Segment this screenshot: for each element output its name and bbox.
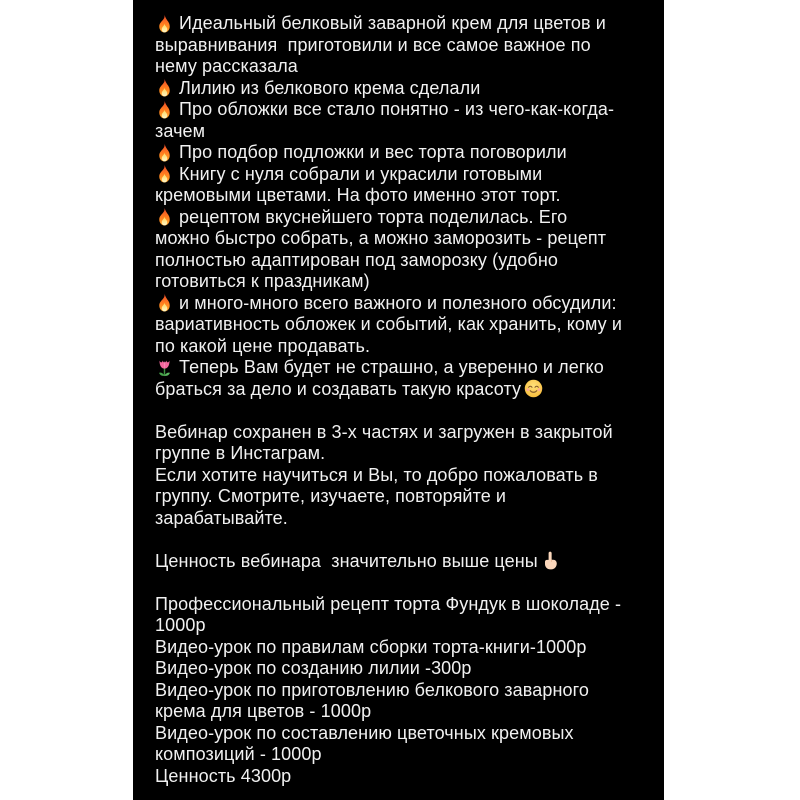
post-paragraph-text: Видео-урок по созданию лилии -300р — [155, 658, 472, 678]
post-paragraph-text: Про подбор подложки и вес торта поговорили — [179, 142, 567, 162]
post-paragraph — [155, 723, 625, 766]
post-paragraph-text: Ценность 4300р — [155, 765, 292, 786]
post-paragraph-text: Профессиональный рецепт торта Фундук в шоколаде - 1000р — [155, 593, 627, 635]
post-text — [133, 0, 664, 787]
post-paragraph-text: Видео-урок по приготовлению белкового заварного крема для цветов - 1000р — [155, 679, 595, 721]
point-up-icon — [541, 551, 560, 570]
post-paragraph — [155, 207, 625, 293]
post-paragraph-text: Книгу с нуля собрали и украсили готовыми кремовыми цветами. На фото именно этот торт. — [155, 163, 561, 205]
post-paragraph — [155, 680, 625, 723]
post-paragraph — [155, 422, 625, 465]
smiley-icon — [524, 379, 543, 398]
blank-line — [155, 400, 625, 422]
fire-icon — [155, 207, 174, 226]
post-paragraph — [155, 766, 625, 788]
post-paragraph — [155, 13, 625, 78]
fire-icon — [155, 100, 174, 119]
post-paragraph — [155, 658, 625, 680]
post-paragraph — [155, 357, 625, 400]
fire-icon — [155, 164, 174, 183]
post-paragraph-text: Видео-урок по составлению цветочных кремовых композиций - 1000р — [155, 722, 579, 764]
tulip-icon — [155, 358, 174, 377]
post-paragraph-text: Вебинар сохранен в 3-х частях и загружен в закрытой группе в Инстаграм. — [155, 421, 618, 463]
fire-icon — [155, 293, 174, 312]
post-paragraph — [155, 142, 625, 164]
post-paragraph — [155, 465, 625, 530]
post-paragraph-text: Про обложки все стало понятно - из чего-как-когда-зачем — [155, 99, 615, 141]
post-paragraph-text: Если хотите научиться и Вы, то добро пожаловать в группу. Смотрите, изучаете, повторяйте и зарабатывайте. — [155, 464, 604, 528]
blank-line — [155, 572, 625, 594]
fire-icon — [155, 143, 174, 162]
post-paragraph — [155, 594, 625, 637]
blank-line — [155, 529, 625, 551]
post-paragraph-text: Видео-урок по правилам сборки торта-книги-1000р — [155, 636, 587, 657]
post-paragraph — [155, 637, 625, 659]
post-paragraph-text: рецептом вкуснейшего торта поделилась. Его можно быстро собрать, а можно заморозить - рецепт полностью адаптирован под заморозку (удобно готовиться к праздникам) — [155, 206, 612, 291]
post-card — [133, 0, 664, 800]
post-paragraph-text: Теперь Вам будет не страшно, а уверенно и легко браться за дело и создавать такую красоту — [155, 357, 609, 399]
post-paragraph-text: Идеальный белковый заварной крем для цветов и выравнивания приготовили и все самое важное по нему рассказала — [155, 13, 611, 76]
post-paragraph — [155, 164, 625, 207]
fire-icon — [155, 14, 174, 33]
post-paragraph — [155, 551, 625, 573]
fire-icon — [155, 78, 174, 97]
post-paragraph-text: и много-много всего важного и полезного обсудили: вариативность обложек и событий, как хранить, кому и по какой цене продавать. — [155, 292, 628, 356]
post-paragraph-text: Лилию из белкового крема сделали — [179, 77, 481, 98]
post-paragraph — [155, 99, 625, 142]
post-paragraph — [155, 292, 628, 358]
post-paragraph — [155, 78, 625, 100]
post-paragraph-text: Ценность вебинара значительно выше цены — [155, 550, 538, 571]
